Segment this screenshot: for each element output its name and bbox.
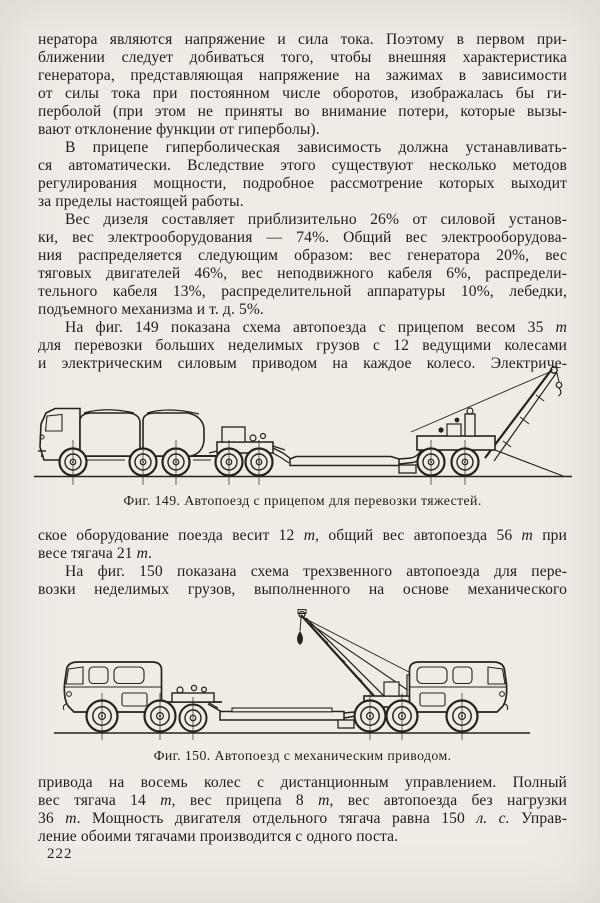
figure-149-caption: Фиг. 149. Автопоезд с прицепом для перевозки тяжестей.: [123, 493, 482, 508]
text-line: ление обоими тягачами производится с одного поста.: [38, 828, 399, 845]
text-line: В прицепе гиперболическая зависимость должна устанавливать-: [65, 139, 567, 156]
text-line: ния распределяется следующим образом: вес генератора 20%, вес: [38, 247, 567, 264]
text-line: за пределы настоящей работы.: [38, 193, 244, 210]
figure-150-caption: Фиг. 150. Автопоезд с механическим приводом.: [153, 748, 452, 763]
road-train-drawing-149: [33, 364, 573, 488]
text-line: ся автоматически. Вследствие этого существуют несколько методов: [38, 157, 567, 174]
text-line: регулирования мощности, подробное рассмотрение которых выходит: [38, 175, 567, 192]
text-line: нератора являются напряжение и сила тока. Поэтому в первом при-: [38, 31, 567, 48]
text-line: и электрическим силовым приводом на каждое колесо. Электриче-: [38, 355, 567, 372]
text-line: вес тягача 14 т, вес прицепа 8 т, вес автопоезда без нагрузки: [38, 792, 567, 809]
paragraph-block-3: [38, 774, 567, 846]
text-line: перболой (при этом не приняты во внимание потери, которые вызы-: [38, 103, 567, 120]
paragraph-block-2: [38, 527, 567, 599]
text-line: тельного кабеля 13%, распределительной аппаратуры 10%, лебедки,: [38, 283, 567, 300]
text-line: Вес дизеля составляет приблизительно 26% от силовой установ-: [65, 211, 567, 228]
page-number: 222: [47, 846, 73, 862]
text-line: На фиг. 150 показана схема трехзвенного автопоезда для пере-: [65, 563, 567, 580]
text-line: ки, вес электрооборудования — 74%. Общий вес электрооборудова-: [38, 229, 567, 246]
text-line: возки неделимых грузов, выполненного на основе механического: [38, 581, 567, 598]
text-line: На фиг. 149 показана схема автопоезда с прицепом весом 35 т: [65, 319, 567, 336]
figure-150: [52, 609, 552, 747]
text-line: вают отклонение функции от гиперболы).: [38, 121, 320, 138]
text-line: 36 т. Мощность двигателя отдельного тягача равна 150 л. с. Управ-: [38, 810, 568, 827]
text-line: привода на восемь колес с дистанционным управлением. Полный: [38, 774, 567, 791]
paragraph-block-1: [38, 31, 567, 373]
text-line: генератора, представляющая напряжение на зажимах в зависимости: [38, 67, 567, 84]
text-line: весе тягача 21 т.: [38, 545, 153, 562]
figure-149: [33, 364, 573, 488]
text-line: для перевозки больших неделимых грузов с 12 ведущими колесами: [38, 337, 567, 354]
text-line: тяговых двигателей 46%, вес неподвижного кабеля 6%, распредели-: [38, 265, 567, 282]
text-line: от силы тока при постоянном числе оборотов, изображалась бы ги-: [38, 85, 567, 102]
text-line: подъемного механизма и т. д. 5%.: [38, 301, 264, 318]
text-line: ское оборудование поезда весит 12 т, общий вес автопоезда 56 т при: [38, 527, 567, 544]
text-line: ближении следует добиваться того, чтобы внешняя характеристика: [38, 49, 567, 66]
road-train-drawing-150: [52, 609, 552, 747]
